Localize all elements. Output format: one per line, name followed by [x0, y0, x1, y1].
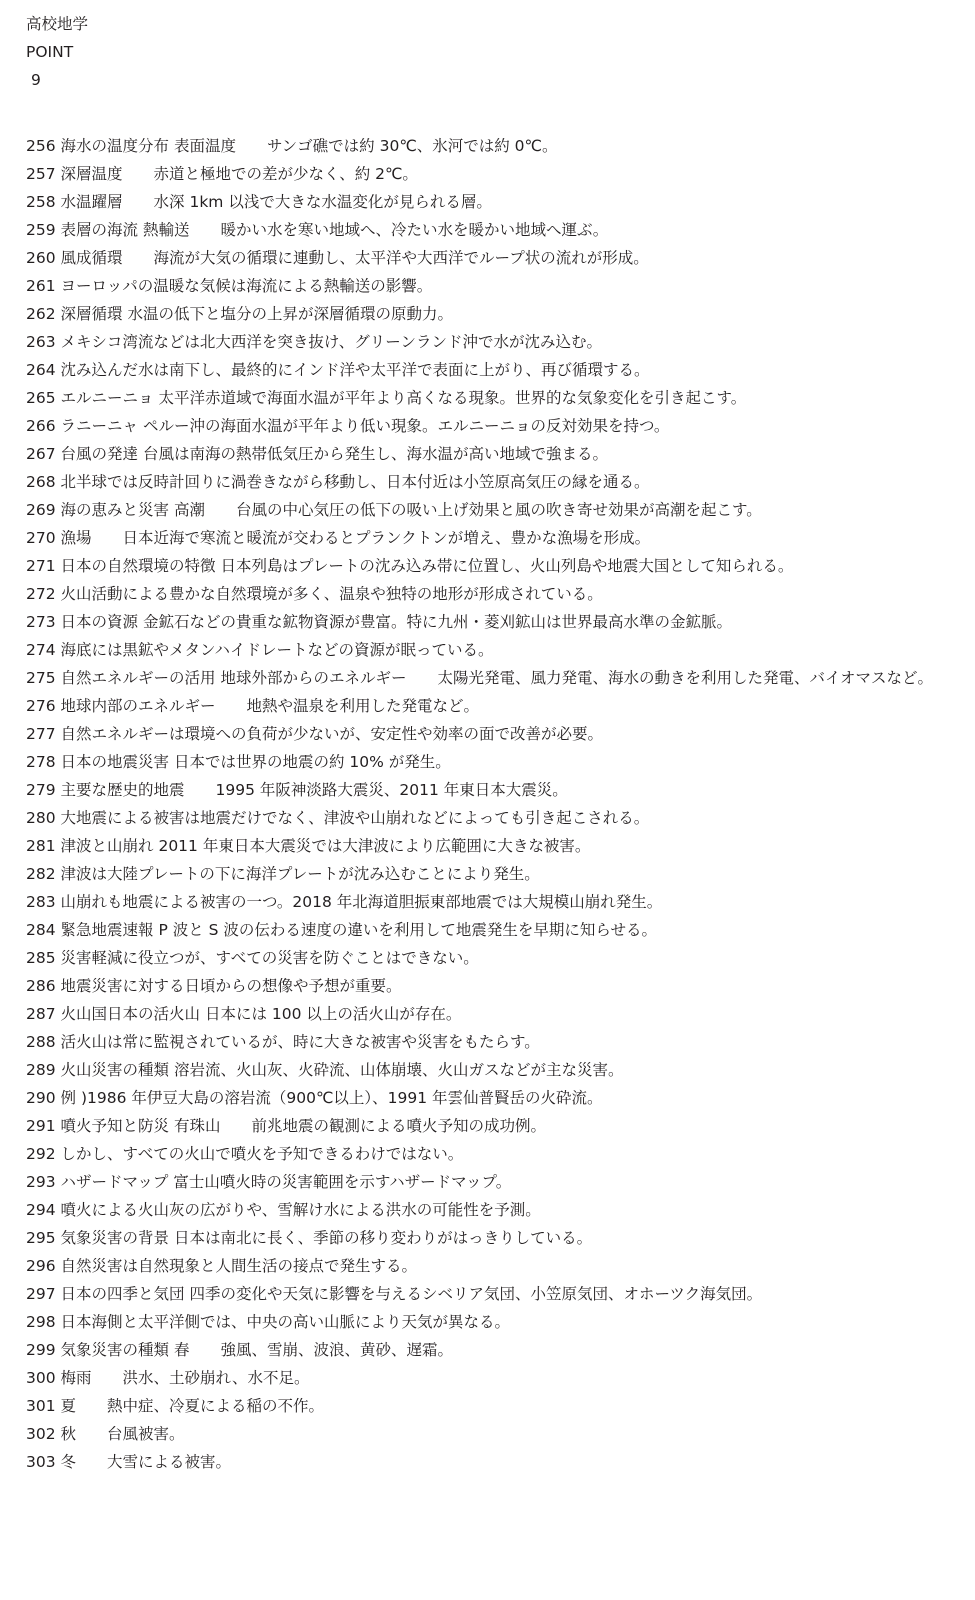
point-entry [26, 300, 956, 328]
point-text: 主要な歴史的地震 1995 年阪神淡路大震災、2011 年東日本大震災。 [60, 781, 568, 799]
point-number: 281 [26, 837, 56, 855]
point-text: 自然災害は自然現象と人間生活の接点で発生する。 [60, 1257, 418, 1275]
spacer [26, 94, 956, 132]
point-number: 286 [26, 977, 56, 995]
point-entry [26, 1056, 956, 1084]
point-number: 289 [26, 1061, 56, 1079]
point-text: 例 )1986 年伊豆大島の溶岩流（900℃以上）、1991 年雲仙普賢岳の火砕流。 [60, 1089, 603, 1107]
point-entry [26, 496, 956, 524]
point-entry [26, 1028, 956, 1056]
point-text: 日本海側と太平洋側では、中央の高い山脈により天気が異なる。 [60, 1313, 511, 1331]
point-number: 266 [26, 417, 56, 435]
point-number: 283 [26, 893, 56, 911]
point-number: 293 [26, 1173, 56, 1191]
point-text: 秋 台風被害。 [60, 1425, 185, 1443]
point-number: 265 [26, 389, 56, 407]
point-number: 256 [26, 137, 56, 155]
point-text: 火山災害の種類 溶岩流、火山灰、火砕流、山体崩壊、火山ガスなどが主な災害。 [60, 1061, 624, 1079]
point-number: 272 [26, 585, 56, 603]
point-text: 深層温度 赤道と極地での差が少なく、約 2℃。 [60, 165, 418, 183]
point-text: 自然エネルギーの活用 地球外部からのエネルギー 太陽光発電、風力発電、海水の動きを利用した発電、バイオマスなど。 [60, 669, 933, 687]
point-number: 268 [26, 473, 56, 491]
point-text: 海底には黒鉱やメタンハイドレートなどの資源が眠っている。 [60, 641, 494, 659]
point-entry [26, 1420, 956, 1448]
point-number: 288 [26, 1033, 56, 1051]
point-text: 水温躍層 水深 1km 以浅で大きな水温変化が見られる層。 [60, 193, 492, 211]
point-entry [26, 664, 956, 692]
point-number: 278 [26, 753, 56, 771]
point-text: 台風の発達 台風は南海の熱帯低気圧から発生し、海水温が高い地域で強まる。 [60, 445, 608, 463]
point-text: 冬 大雪による被害。 [60, 1453, 232, 1471]
point-text: エルニーニョ 太平洋赤道域で海面水温が平年より高くなる現象。世界的な気象変化を引き起こす。 [60, 389, 747, 407]
point-number: 280 [26, 809, 56, 827]
point-number: 262 [26, 305, 56, 323]
point-entry [26, 440, 956, 468]
point-number: 275 [26, 669, 56, 687]
point-text: 地震災害に対する日頃からの想像や予想が重要。 [60, 977, 402, 995]
point-text: 山崩れも地震による被害の一つ。2018 年北海道胆振東部地震では大規模山崩れ発生。 [60, 893, 663, 911]
point-entry [26, 1000, 956, 1028]
point-number: 297 [26, 1285, 56, 1303]
point-text: 北半球では反時計回りに渦巻きながら移動し、日本付近は小笠原高気圧の縁を通る。 [60, 473, 650, 491]
point-entry [26, 1140, 956, 1168]
point-entry [26, 1392, 956, 1420]
point-text: 漁場 日本近海で寒流と暖流が交わるとプランクトンが増え、豊かな漁場を形成。 [60, 529, 651, 547]
point-text: 表層の海流 熱輸送 暖かい水を寒い地域へ、冷たい水を暖かい地域へ運ぶ。 [60, 221, 609, 239]
point-entry [26, 888, 956, 916]
point-text: 海水の温度分布 表面温度 サンゴ礁では約 30℃、氷河では約 0℃。 [60, 137, 558, 155]
point-entry [26, 972, 956, 1000]
point-number: 270 [26, 529, 56, 547]
point-text: 海の恵みと災害 高潮 台風の中心気圧の低下の吸い上げ効果と風の吹き寄せ効果が高潮を起こす。 [60, 501, 762, 519]
point-number: 290 [26, 1089, 56, 1107]
point-number: 294 [26, 1201, 56, 1219]
point-entry [26, 1364, 956, 1392]
point-text: 津波は大陸プレートの下に海洋プレートが沈み込むことにより発生。 [60, 865, 540, 883]
point-entry [26, 636, 956, 664]
point-number: 274 [26, 641, 56, 659]
point-number: 267 [26, 445, 56, 463]
point-entry [26, 804, 956, 832]
point-entry [26, 412, 956, 440]
point-entry [26, 1280, 956, 1308]
point-entry [26, 916, 956, 944]
point-entry [26, 524, 956, 552]
point-entry [26, 860, 956, 888]
point-text: ハザードマップ 富士山噴火時の災害範囲を示すハザードマップ。 [60, 1173, 512, 1191]
point-text: 津波と山崩れ 2011 年東日本大震災では大津波により広範囲に大きな被害。 [60, 837, 591, 855]
point-list [26, 132, 956, 1476]
point-entry [26, 720, 956, 748]
point-entry [26, 692, 956, 720]
point-text: 風成循環 海流が大気の循環に連動し、太平洋や大西洋でループ状の流れが形成。 [60, 249, 649, 267]
point-number: 301 [26, 1397, 56, 1415]
point-entry [26, 1336, 956, 1364]
point-text: 気象災害の背景 日本は南北に長く、季節の移り変わりがはっきりしている。 [60, 1229, 593, 1247]
point-number: 273 [26, 613, 56, 631]
point-number: 298 [26, 1313, 56, 1331]
point-number: 269 [26, 501, 56, 519]
point-text: 火山国日本の活火山 日本には 100 以上の活火山が存在。 [60, 1005, 462, 1023]
point-number: 258 [26, 193, 56, 211]
point-number: 292 [26, 1145, 56, 1163]
point-entry [26, 944, 956, 972]
point-number: 295 [26, 1229, 56, 1247]
point-text: 噴火による火山灰の広がりや、雪解け水による洪水の可能性を予測。 [60, 1201, 541, 1219]
point-number: 279 [26, 781, 56, 799]
document-subtitle: POINT [26, 43, 74, 61]
point-number: 285 [26, 949, 56, 967]
point-text: 緊急地震速報 P 波と S 波の伝わる速度の違いを利用して地震発生を早期に知らせる。 [60, 921, 657, 939]
point-entry [26, 132, 956, 160]
point-entry [26, 384, 956, 412]
point-text: 夏 熱中症、冷夏による稲の不作。 [60, 1397, 325, 1415]
point-text: 深層循環 水温の低下と塩分の上昇が深層循環の原動力。 [60, 305, 453, 323]
point-entry [26, 272, 956, 300]
point-text: ヨーロッパの温暖な気候は海流による熱輸送の影響。 [60, 277, 433, 295]
point-entry [26, 832, 956, 860]
point-text: 大地震による被害は地震だけでなく、津波や山崩れなどによっても引き起こされる。 [60, 809, 650, 827]
point-entry [26, 160, 956, 188]
point-text: 日本の四季と気団 四季の変化や天気に影響を与えるシベリア気団、小笠原気団、オホーツク海気団。 [60, 1285, 763, 1303]
point-text: 気象災害の種類 春 強風、雪崩、波浪、黄砂、遅霜。 [60, 1341, 453, 1359]
point-text: 自然エネルギーは環境への負荷が少ないが、安定性や効率の面で改善が必要。 [60, 725, 604, 743]
point-entry [26, 1084, 956, 1112]
point-entry [26, 1112, 956, 1140]
point-entry [26, 188, 956, 216]
point-text: ラニーニャ ペルー沖の海面水温が平年より低い現象。エルニーニョの反対効果を持つ。 [60, 417, 670, 435]
point-number: 263 [26, 333, 56, 351]
point-number: 282 [26, 865, 56, 883]
point-entry [26, 1308, 956, 1336]
point-entry [26, 328, 956, 356]
point-text: しかし、すべての火山で噴火を予知できるわけではない。 [60, 1145, 464, 1163]
point-number: 300 [26, 1369, 56, 1387]
point-text: 日本の自然環境の特徴 日本列島はプレートの沈み込み帯に位置し、火山列島や地震大国として知られる。 [60, 557, 794, 575]
point-text: メキシコ湾流などは北大西洋を突き抜け、グリーンランド沖で水が沈み込む。 [60, 333, 602, 351]
point-number: 261 [26, 277, 56, 295]
point-entry [26, 356, 956, 384]
document-title: 高校地学 [26, 15, 89, 33]
point-number: 296 [26, 1257, 56, 1275]
point-entry [26, 552, 956, 580]
point-entry [26, 580, 956, 608]
point-number: 276 [26, 697, 56, 715]
point-number: 303 [26, 1453, 56, 1471]
point-text: 沈み込んだ水は南下し、最終的にインド洋や太平洋で表面に上がり、再び循環する。 [60, 361, 650, 379]
point-number: 277 [26, 725, 56, 743]
point-number: 299 [26, 1341, 56, 1359]
point-number: 257 [26, 165, 56, 183]
point-number: 259 [26, 221, 56, 239]
point-text: 日本の地震災害 日本では世界の地震の約 10% が発生。 [60, 753, 451, 771]
point-text: 地球内部のエネルギー 地熱や温泉を利用した発電など。 [60, 697, 480, 715]
point-entry [26, 1448, 956, 1476]
point-number: 260 [26, 249, 56, 267]
point-entry [26, 1196, 956, 1224]
point-number: 264 [26, 361, 56, 379]
point-entry [26, 1224, 956, 1252]
point-text: 噴火予知と防災 有珠山 前兆地震の観測による噴火予知の成功例。 [60, 1117, 546, 1135]
point-entry [26, 748, 956, 776]
point-text: 活火山は常に監視されているが、時に大きな被害や災害をもたらす。 [60, 1033, 540, 1051]
point-entry [26, 1168, 956, 1196]
document-page [26, 10, 956, 1476]
point-entry [26, 776, 956, 804]
point-text: 災害軽減に役立つが、すべての災害を防ぐことはできない。 [60, 949, 479, 967]
point-text: 日本の資源 金鉱石などの貴重な鉱物資源が豊富。特に九州・菱刈鉱山は世界最高水準の金鉱脈。 [60, 613, 732, 631]
point-entry [26, 244, 956, 272]
point-text: 火山活動による豊かな自然環境が多く、温泉や独特の地形が形成されている。 [60, 585, 603, 603]
point-number: 302 [26, 1425, 56, 1443]
point-number: 291 [26, 1117, 56, 1135]
point-entry [26, 1252, 956, 1280]
point-number: 284 [26, 921, 56, 939]
point-number: 287 [26, 1005, 56, 1023]
point-entry [26, 216, 956, 244]
point-entry [26, 468, 956, 496]
page-number: 9 [31, 71, 41, 89]
point-entry [26, 608, 956, 636]
point-number: 271 [26, 557, 56, 575]
point-text: 梅雨 洪水、土砂崩れ、水不足。 [60, 1369, 310, 1387]
